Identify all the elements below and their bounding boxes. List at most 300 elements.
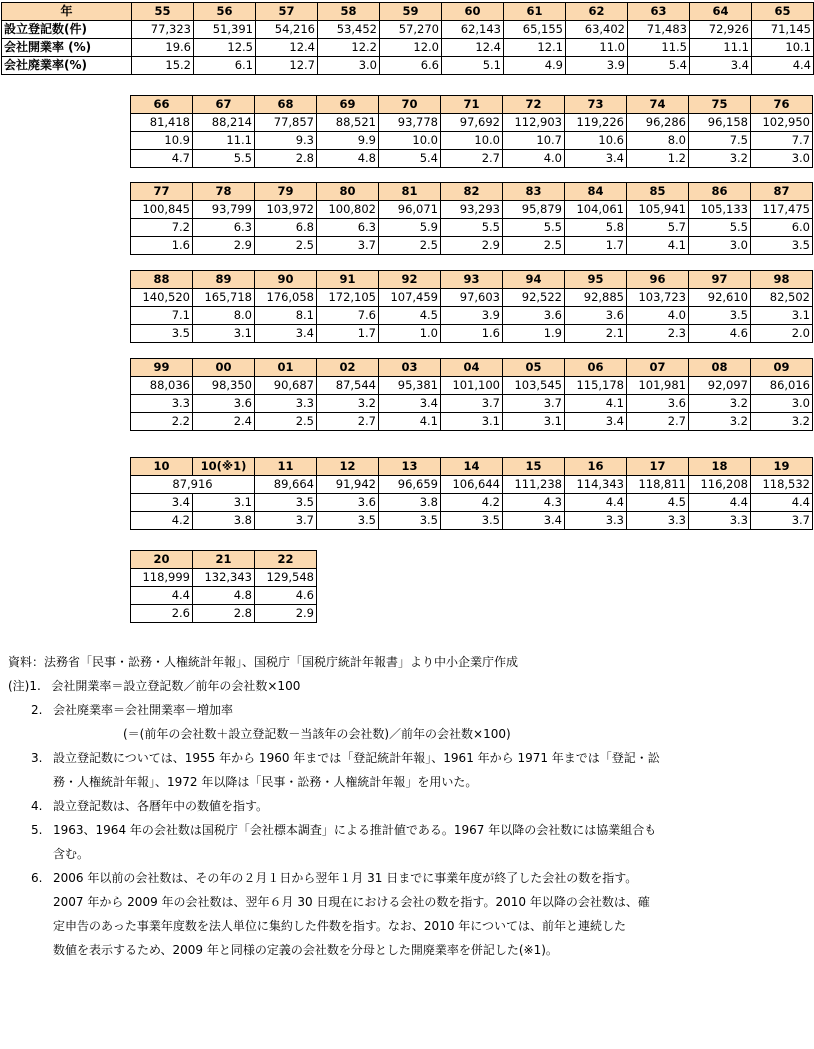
year-cell: 75 xyxy=(689,96,751,114)
closing-rate-cell: 2.9 xyxy=(193,237,255,255)
note-text: 定申告のあった事業年度数を法人単位に集約した件数を指す。なお、2010 年については、前年と連続した xyxy=(53,919,627,933)
registrations-cell: 132,343 xyxy=(193,569,255,587)
registrations-cell: 97,692 xyxy=(441,114,503,132)
opening-rate-cell: 3.5 xyxy=(255,494,317,512)
year-cell: 21 xyxy=(193,551,255,569)
opening-rate-cell: 3.6 xyxy=(565,307,627,325)
row-label: 会社開業率 (%) xyxy=(2,39,132,57)
registrations-cell: 88,036 xyxy=(131,377,193,395)
year-row xyxy=(131,96,813,114)
closing-rate-cell: 2.7 xyxy=(627,413,689,431)
year-cell: 91 xyxy=(317,271,379,289)
registrations-cell: 172,105 xyxy=(317,289,379,307)
registrations-cell: 105,941 xyxy=(627,201,689,219)
registrations-cell: 107,459 xyxy=(379,289,441,307)
registrations-cell: 57,270 xyxy=(380,21,442,39)
opening-rate-cell: 11.5 xyxy=(628,39,690,57)
opening-rate-cell: 11.1 xyxy=(690,39,752,57)
year-cell: 14 xyxy=(441,458,503,476)
closing-rate-cell: 1.9 xyxy=(503,325,565,343)
registrations-cell: 165,718 xyxy=(193,289,255,307)
closing-rate-row xyxy=(131,237,813,255)
opening-rate-cell: 3.0 xyxy=(751,395,813,413)
closing-rate-cell: 3.7 xyxy=(751,512,813,530)
note-text: 設立登記数は、各暦年中の数値を指す。 xyxy=(53,799,269,813)
registrations-cell: 96,286 xyxy=(627,114,689,132)
note-line xyxy=(8,674,792,698)
year-cell: 57 xyxy=(256,3,318,21)
opening-rate-cell: 7.2 xyxy=(131,219,193,237)
year-cell: 10(※1) xyxy=(193,458,255,476)
registrations-cell: 92,610 xyxy=(689,289,751,307)
data-table-block-7 xyxy=(130,550,317,623)
opening-rate-cell: 10.7 xyxy=(503,132,565,150)
registrations-cell: 140,520 xyxy=(131,289,193,307)
closing-rate-cell: 4.0 xyxy=(503,150,565,168)
year-cell: 18 xyxy=(689,458,751,476)
note-line xyxy=(8,818,792,842)
opening-rate-cell: 3.1 xyxy=(751,307,813,325)
year-cell: 64 xyxy=(690,3,752,21)
year-cell: 13 xyxy=(379,458,441,476)
closing-rate-cell: 5.5 xyxy=(193,150,255,168)
registrations-cell: 101,100 xyxy=(441,377,503,395)
year-cell: 10 xyxy=(131,458,193,476)
data-table-block-3 xyxy=(130,182,813,255)
note-list xyxy=(8,674,792,962)
year-cell: 84 xyxy=(565,183,627,201)
year-cell: 87 xyxy=(751,183,813,201)
closing-rate-cell: 3.5 xyxy=(441,512,503,530)
year-cell: 65 xyxy=(752,3,814,21)
opening-rate-row xyxy=(131,395,813,413)
opening-rate-cell: 8.0 xyxy=(627,132,689,150)
note-text: 務・人権統計年報」、1972 年以降は「民事・訟務・人権統計年報」を用いた。 xyxy=(53,775,478,789)
data-table-block-4 xyxy=(130,270,813,343)
year-cell: 16 xyxy=(565,458,627,476)
year-cell: 98 xyxy=(751,271,813,289)
year-cell: 00 xyxy=(193,359,255,377)
opening-rate-cell: 4.4 xyxy=(751,494,813,512)
opening-rate-cell: 3.8 xyxy=(379,494,441,512)
registrations-cell: 86,016 xyxy=(751,377,813,395)
data-table-block-6 xyxy=(130,457,813,530)
closing-rate-cell: 4.1 xyxy=(627,237,689,255)
closing-rate-cell: 3.4 xyxy=(690,57,752,75)
registrations-cell: 101,981 xyxy=(627,377,689,395)
opening-rate-cell: 6.0 xyxy=(751,219,813,237)
registrations-cell: 100,845 xyxy=(131,201,193,219)
registrations-cell: 114,343 xyxy=(565,476,627,494)
closing-rate-cell: 3.9 xyxy=(566,57,628,75)
note-line xyxy=(8,794,792,818)
registrations-cell: 96,158 xyxy=(689,114,751,132)
registrations-cell: 91,942 xyxy=(317,476,379,494)
note-line xyxy=(8,722,792,746)
registrations-cell: 63,402 xyxy=(566,21,628,39)
registrations-cell: 71,483 xyxy=(628,21,690,39)
closing-rate-cell: 5.4 xyxy=(628,57,690,75)
registrations-row xyxy=(131,114,813,132)
registrations-cell: 89,664 xyxy=(255,476,317,494)
registrations-cell: 97,603 xyxy=(441,289,503,307)
closing-rate-cell: 4.2 xyxy=(131,512,193,530)
registrations-cell: 118,999 xyxy=(131,569,193,587)
year-cell: 83 xyxy=(503,183,565,201)
registrations-cell: 103,723 xyxy=(627,289,689,307)
registrations-cell: 77,857 xyxy=(255,114,317,132)
registrations-cell: 71,145 xyxy=(752,21,814,39)
closing-rate-cell: 4.4 xyxy=(752,57,814,75)
opening-rate-cell: 4.0 xyxy=(627,307,689,325)
registrations-cell: 88,214 xyxy=(193,114,255,132)
closing-rate-cell: 3.7 xyxy=(255,512,317,530)
year-cell: 66 xyxy=(131,96,193,114)
year-cell: 67 xyxy=(193,96,255,114)
registrations-cell: 111,238 xyxy=(503,476,565,494)
year-row xyxy=(131,359,813,377)
note-line xyxy=(8,914,792,938)
closing-rate-cell: 5.1 xyxy=(442,57,504,75)
closing-rate-cell: 2.5 xyxy=(379,237,441,255)
closing-rate-cell: 2.8 xyxy=(193,605,255,623)
registrations-cell: 88,521 xyxy=(317,114,379,132)
year-cell: 63 xyxy=(628,3,690,21)
registrations-row xyxy=(131,569,317,587)
closing-rate-cell: 15.2 xyxy=(132,57,194,75)
year-cell: 05 xyxy=(503,359,565,377)
year-cell: 09 xyxy=(751,359,813,377)
note-text: 含む。 xyxy=(53,847,90,861)
closing-rate-cell: 4.9 xyxy=(504,57,566,75)
closing-rate-cell: 3.7 xyxy=(317,237,379,255)
year-cell: 81 xyxy=(379,183,441,201)
year-cell: 99 xyxy=(131,359,193,377)
closing-rate-cell: 3.5 xyxy=(131,325,193,343)
year-cell: 22 xyxy=(255,551,317,569)
closing-rate-cell: 3.4 xyxy=(255,325,317,343)
registrations-cell: 103,545 xyxy=(503,377,565,395)
closing-rate-cell: 1.7 xyxy=(565,237,627,255)
closing-rate-cell: 3.3 xyxy=(689,512,751,530)
opening-rate-cell: 7.5 xyxy=(689,132,751,150)
closing-rate-cell: 6.6 xyxy=(380,57,442,75)
opening-rate-cell: 11.0 xyxy=(566,39,628,57)
year-cell: 17 xyxy=(627,458,689,476)
opening-rate-cell: 12.0 xyxy=(380,39,442,57)
year-cell: 85 xyxy=(627,183,689,201)
opening-rate-cell: 10.0 xyxy=(379,132,441,150)
opening-rate-cell: 5.8 xyxy=(565,219,627,237)
opening-rate-cell: 3.2 xyxy=(317,395,379,413)
closing-rate-cell: 3.3 xyxy=(627,512,689,530)
note-number: 2. xyxy=(31,703,43,717)
registrations-cell: 95,879 xyxy=(503,201,565,219)
opening-rate-cell: 3.6 xyxy=(317,494,379,512)
closing-rate-cell: 1.2 xyxy=(627,150,689,168)
closing-rate-cell: 2.7 xyxy=(441,150,503,168)
year-cell: 86 xyxy=(689,183,751,201)
registrations-cell: 96,659 xyxy=(379,476,441,494)
year-row xyxy=(131,458,813,476)
registrations-cell: 93,293 xyxy=(441,201,503,219)
year-row xyxy=(131,183,813,201)
closing-rate-cell: 2.5 xyxy=(503,237,565,255)
registrations-cell: 96,071 xyxy=(379,201,441,219)
notes-section xyxy=(8,650,792,962)
opening-rate-cell: 4.3 xyxy=(503,494,565,512)
closing-rate-cell: 3.5 xyxy=(751,237,813,255)
data-table-block-1 xyxy=(1,2,814,75)
opening-rate-cell: 4.5 xyxy=(379,307,441,325)
opening-rate-cell: 4.8 xyxy=(193,587,255,605)
note-line xyxy=(8,938,792,962)
closing-rate-row xyxy=(131,325,813,343)
year-cell: 76 xyxy=(751,96,813,114)
year-cell: 74 xyxy=(627,96,689,114)
year-cell: 94 xyxy=(503,271,565,289)
closing-rate-cell: 4.7 xyxy=(131,150,193,168)
registrations-cell: 100,802 xyxy=(317,201,379,219)
opening-rate-cell: 4.1 xyxy=(565,395,627,413)
opening-rate-cell: 3.3 xyxy=(131,395,193,413)
year-cell: 79 xyxy=(255,183,317,201)
year-cell: 04 xyxy=(441,359,503,377)
closing-rate-cell: 2.0 xyxy=(751,325,813,343)
registrations-cell: 118,811 xyxy=(627,476,689,494)
year-cell: 69 xyxy=(317,96,379,114)
year-cell: 73 xyxy=(565,96,627,114)
note-text: (＝(前年の会社数＋設立登記数－当該年の会社数)／前年の会社数×100) xyxy=(123,727,511,741)
note-text: 数値を表示するため、2009 年と同様の定義の会社数を分母とした開廃業率を併記した(※1)。 xyxy=(53,943,558,957)
closing-rate-row xyxy=(2,57,814,75)
registrations-cell: 92,097 xyxy=(689,377,751,395)
opening-rate-cell: 7.7 xyxy=(751,132,813,150)
registrations-cell: 102,950 xyxy=(751,114,813,132)
registrations-cell: 119,226 xyxy=(565,114,627,132)
year-row xyxy=(131,271,813,289)
registrations-cell: 92,885 xyxy=(565,289,627,307)
opening-rate-cell: 3.6 xyxy=(503,307,565,325)
closing-rate-cell: 3.1 xyxy=(503,413,565,431)
registrations-cell: 65,155 xyxy=(504,21,566,39)
note-text: 会社廃業率＝会社開業率－増加率 xyxy=(53,703,234,717)
opening-rate-cell: 5.7 xyxy=(627,219,689,237)
closing-rate-cell: 3.5 xyxy=(317,512,379,530)
opening-rate-row xyxy=(131,494,813,512)
note-text: 2007 年から 2009 年の会社数は、翌年６月 30 日現在における会社の数を指す。2010 年以降の会社数は、確 xyxy=(53,895,650,909)
year-cell: 55 xyxy=(132,3,194,21)
registrations-cell: 87,544 xyxy=(317,377,379,395)
opening-rate-cell: 9.9 xyxy=(317,132,379,150)
closing-rate-cell: 3.0 xyxy=(318,57,380,75)
registrations-cell: 106,644 xyxy=(441,476,503,494)
note-line xyxy=(8,842,792,866)
opening-rate-cell: 3.5 xyxy=(689,307,751,325)
opening-rate-cell: 12.4 xyxy=(442,39,504,57)
closing-rate-cell: 4.6 xyxy=(689,325,751,343)
year-cell: 78 xyxy=(193,183,255,201)
registrations-cell: 116,208 xyxy=(689,476,751,494)
year-cell: 62 xyxy=(566,3,628,21)
year-cell: 20 xyxy=(131,551,193,569)
opening-rate-cell: 10.0 xyxy=(441,132,503,150)
note-line xyxy=(8,866,792,890)
year-cell: 71 xyxy=(441,96,503,114)
year-cell: 01 xyxy=(255,359,317,377)
opening-rate-row xyxy=(131,307,813,325)
note-line xyxy=(8,698,792,722)
year-cell: 11 xyxy=(255,458,317,476)
registrations-cell: 93,778 xyxy=(379,114,441,132)
registrations-cell: 90,687 xyxy=(255,377,317,395)
closing-rate-cell: 3.0 xyxy=(689,237,751,255)
opening-rate-cell: 12.2 xyxy=(318,39,380,57)
year-cell: 95 xyxy=(565,271,627,289)
opening-rate-cell: 3.4 xyxy=(379,395,441,413)
year-cell: 59 xyxy=(380,3,442,21)
registrations-row xyxy=(131,201,813,219)
registrations-cell: 72,926 xyxy=(690,21,752,39)
closing-rate-cell: 3.4 xyxy=(503,512,565,530)
year-cell: 07 xyxy=(627,359,689,377)
registrations-cell: 53,452 xyxy=(318,21,380,39)
registrations-cell: 112,903 xyxy=(503,114,565,132)
opening-rate-cell: 5.5 xyxy=(689,219,751,237)
year-cell: 03 xyxy=(379,359,441,377)
opening-rate-cell: 5.5 xyxy=(441,219,503,237)
closing-rate-cell: 3.3 xyxy=(565,512,627,530)
registrations-cell: 103,972 xyxy=(255,201,317,219)
year-cell: 90 xyxy=(255,271,317,289)
opening-rate-cell: 5.9 xyxy=(379,219,441,237)
opening-rate-cell: 4.4 xyxy=(565,494,627,512)
data-table-block-5 xyxy=(130,358,813,431)
registrations-cell: 81,418 xyxy=(131,114,193,132)
year-cell: 96 xyxy=(627,271,689,289)
closing-rate-cell: 3.2 xyxy=(689,413,751,431)
closing-rate-cell: 3.1 xyxy=(193,325,255,343)
registrations-cell: 115,178 xyxy=(565,377,627,395)
registrations-cell: 54,216 xyxy=(256,21,318,39)
closing-rate-cell: 5.4 xyxy=(379,150,441,168)
registrations-cell: 62,143 xyxy=(442,21,504,39)
closing-rate-cell: 3.0 xyxy=(751,150,813,168)
opening-rate-cell: 19.6 xyxy=(132,39,194,57)
opening-rate-cell: 4.4 xyxy=(689,494,751,512)
closing-rate-row xyxy=(131,413,813,431)
note-line xyxy=(8,770,792,794)
closing-rate-cell: 4.1 xyxy=(379,413,441,431)
year-cell: 60 xyxy=(442,3,504,21)
opening-rate-cell: 5.5 xyxy=(503,219,565,237)
closing-rate-cell: 1.7 xyxy=(317,325,379,343)
closing-rate-cell: 3.4 xyxy=(565,150,627,168)
year-cell: 82 xyxy=(441,183,503,201)
closing-rate-cell: 1.6 xyxy=(441,325,503,343)
closing-rate-cell: 2.7 xyxy=(317,413,379,431)
year-cell: 77 xyxy=(131,183,193,201)
registrations-cell: 118,532 xyxy=(751,476,813,494)
opening-rate-cell: 9.3 xyxy=(255,132,317,150)
opening-rate-row xyxy=(2,39,814,57)
year-cell: 02 xyxy=(317,359,379,377)
registrations-merged-cell: 87,916 xyxy=(131,476,255,494)
registrations-cell: 82,502 xyxy=(751,289,813,307)
registrations-cell: 51,391 xyxy=(194,21,256,39)
row-label: 会社廃業率(%) xyxy=(2,57,132,75)
registrations-cell: 105,133 xyxy=(689,201,751,219)
note-number: 5. xyxy=(31,823,43,837)
registrations-row xyxy=(2,21,814,39)
note-text: 設立登記数については、1955 年から 1960 年までは「登記統計年報」、1961 年から 1971 年までは「登記・訟 xyxy=(53,751,660,765)
year-cell: 68 xyxy=(255,96,317,114)
source-note: 資料：法務省「民事・訟務・人権統計年報」、国税庁「国税庁統計年報書」より中小企業庁作成 xyxy=(8,655,519,669)
opening-rate-cell: 3.2 xyxy=(689,395,751,413)
note-text: 会社開業率＝設立登記数／前年の会社数×100 xyxy=(51,679,301,693)
opening-rate-cell: 3.1 xyxy=(193,494,255,512)
registrations-cell: 176,058 xyxy=(255,289,317,307)
year-cell: 58 xyxy=(318,3,380,21)
opening-rate-cell: 10.6 xyxy=(565,132,627,150)
year-cell: 06 xyxy=(565,359,627,377)
closing-rate-cell: 3.4 xyxy=(565,413,627,431)
opening-rate-cell: 10.1 xyxy=(752,39,814,57)
opening-rate-row xyxy=(131,587,317,605)
note-number: 4. xyxy=(31,799,43,813)
opening-rate-row xyxy=(131,132,813,150)
year-cell: 89 xyxy=(193,271,255,289)
note-number: 3. xyxy=(31,751,43,765)
closing-rate-cell: 2.2 xyxy=(131,413,193,431)
closing-rate-cell: 2.3 xyxy=(627,325,689,343)
opening-rate-cell: 10.9 xyxy=(131,132,193,150)
opening-rate-cell: 4.6 xyxy=(255,587,317,605)
registrations-cell: 129,548 xyxy=(255,569,317,587)
closing-rate-row xyxy=(131,512,813,530)
opening-rate-cell: 3.7 xyxy=(441,395,503,413)
closing-rate-cell: 12.7 xyxy=(256,57,318,75)
closing-rate-cell: 2.1 xyxy=(565,325,627,343)
year-cell: 97 xyxy=(689,271,751,289)
closing-rate-cell: 3.5 xyxy=(379,512,441,530)
closing-rate-cell: 3.1 xyxy=(441,413,503,431)
registrations-cell: 95,381 xyxy=(379,377,441,395)
opening-rate-cell: 8.1 xyxy=(255,307,317,325)
note-line xyxy=(8,746,792,770)
closing-rate-cell: 2.6 xyxy=(131,605,193,623)
closing-rate-cell: 2.4 xyxy=(193,413,255,431)
opening-rate-cell: 4.4 xyxy=(131,587,193,605)
year-row xyxy=(131,551,317,569)
opening-rate-cell: 3.6 xyxy=(627,395,689,413)
opening-rate-row xyxy=(131,219,813,237)
note-number: 1. xyxy=(29,679,41,693)
registrations-cell: 77,323 xyxy=(132,21,194,39)
closing-rate-cell: 3.8 xyxy=(193,512,255,530)
year-cell: 19 xyxy=(751,458,813,476)
closing-rate-cell: 2.5 xyxy=(255,413,317,431)
opening-rate-cell: 3.7 xyxy=(503,395,565,413)
year-cell: 93 xyxy=(441,271,503,289)
closing-rate-cell: 6.1 xyxy=(194,57,256,75)
opening-rate-cell: 12.4 xyxy=(256,39,318,57)
closing-rate-cell: 1.6 xyxy=(131,237,193,255)
registrations-row xyxy=(131,476,813,494)
row-label: 年 xyxy=(2,3,132,21)
opening-rate-cell: 3.6 xyxy=(193,395,255,413)
closing-rate-cell: 2.8 xyxy=(255,150,317,168)
